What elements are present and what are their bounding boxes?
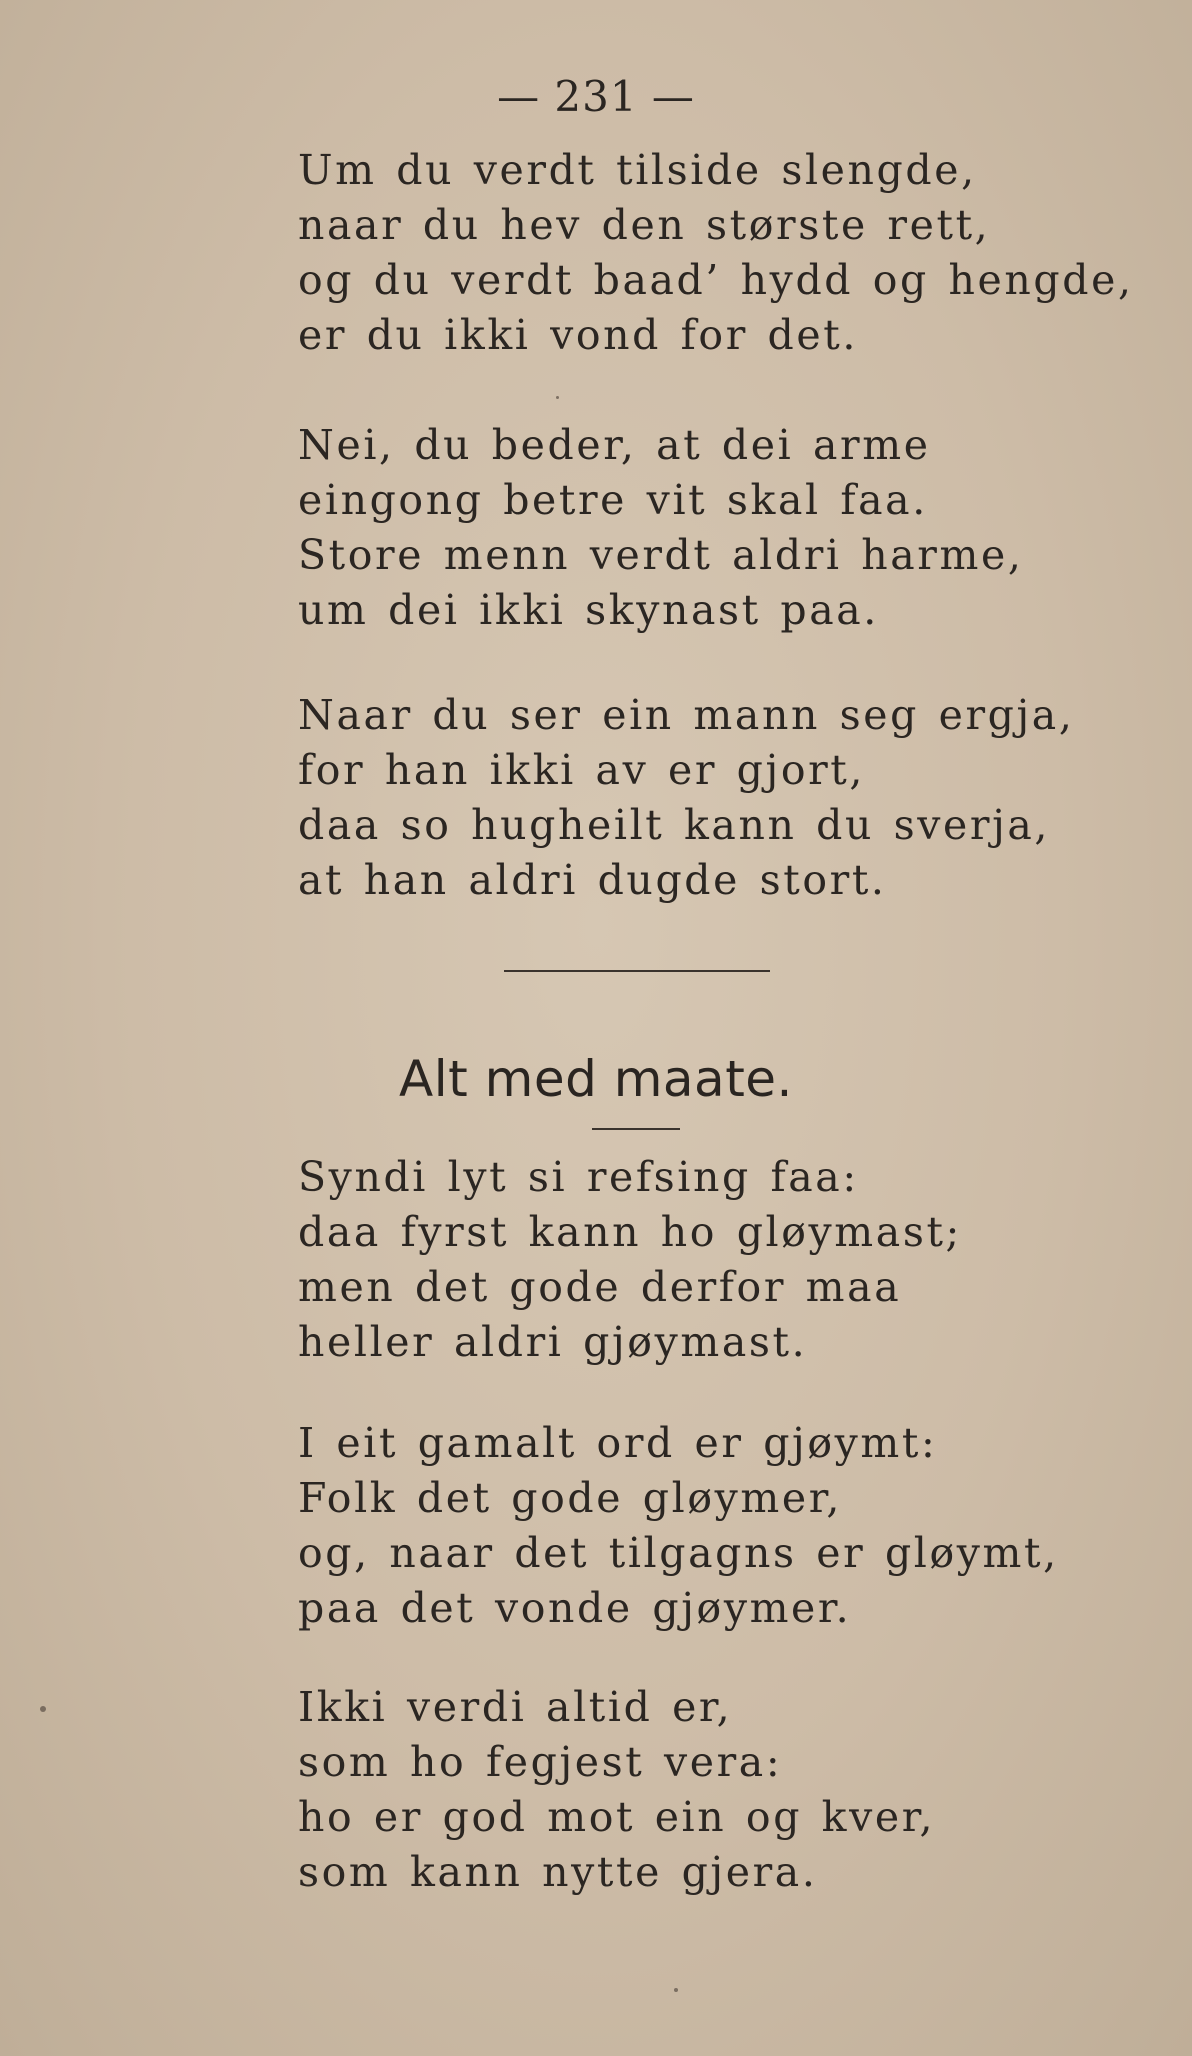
verse-line: daa fyrst kann ho gløymast; [298,1208,962,1256]
stanza-6 [298,1680,935,1900]
verse-line: daa so hugheilt kann du sverja, [298,801,1051,849]
verse-line: Nei, du beder, at dei arme [298,421,931,469]
page-number: — 231 — [497,72,695,121]
verse-line: at han aldri dugde stort. [298,856,887,904]
stanza-2 [298,418,1023,638]
verse-line: Naar du ser ein mann seg ergja, [298,691,1075,739]
paper-speck [674,1988,678,1992]
section-divider [504,970,770,972]
title-underline [592,1128,680,1130]
verse-line: naar du hev den største rett, [298,201,991,249]
stanza-3 [298,688,1074,908]
verse-line: er du ikki vond for det. [298,311,858,359]
stanza-5 [298,1416,1059,1636]
verse-line: og du verdt baad’ hydd og hengde, [298,256,1134,304]
verse-line: I eit gamalt ord er gjøymt: [298,1419,938,1467]
verse-line: Store menn verdt aldri harme, [298,531,1024,579]
stanza-4 [298,1150,962,1370]
verse-line: heller aldri gjøymast. [298,1318,808,1366]
verse-line: Syndi lyt si refsing faa: [298,1153,859,1201]
verse-line: som ho fegjest vera: [298,1738,783,1786]
verse-line: Folk det gode gløymer, [298,1474,843,1522]
verse-line: ho er god mot ein og kver, [298,1793,936,1841]
verse-line: eingong betre vit skal faa. [298,476,928,524]
paper-speck [40,1706,46,1712]
poem-title: Alt med maate. [399,1050,793,1108]
verse-line: um dei ikki skynast paa. [298,586,879,634]
verse-line: paa det vonde gjøymer. [298,1584,852,1632]
stanza-1 [298,143,1134,363]
verse-line: Ikki verdi altid er, [298,1683,733,1731]
verse-line: som kann nytte gjera. [298,1848,818,1896]
verse-line: og, naar det tilgagns er gløymt, [298,1529,1059,1577]
verse-line: for han ikki av er gjort, [298,746,866,794]
paper-speck [556,396,559,399]
verse-line: men det gode derfor maa [298,1263,902,1311]
verse-line: Um du verdt tilside slengde, [298,146,977,194]
